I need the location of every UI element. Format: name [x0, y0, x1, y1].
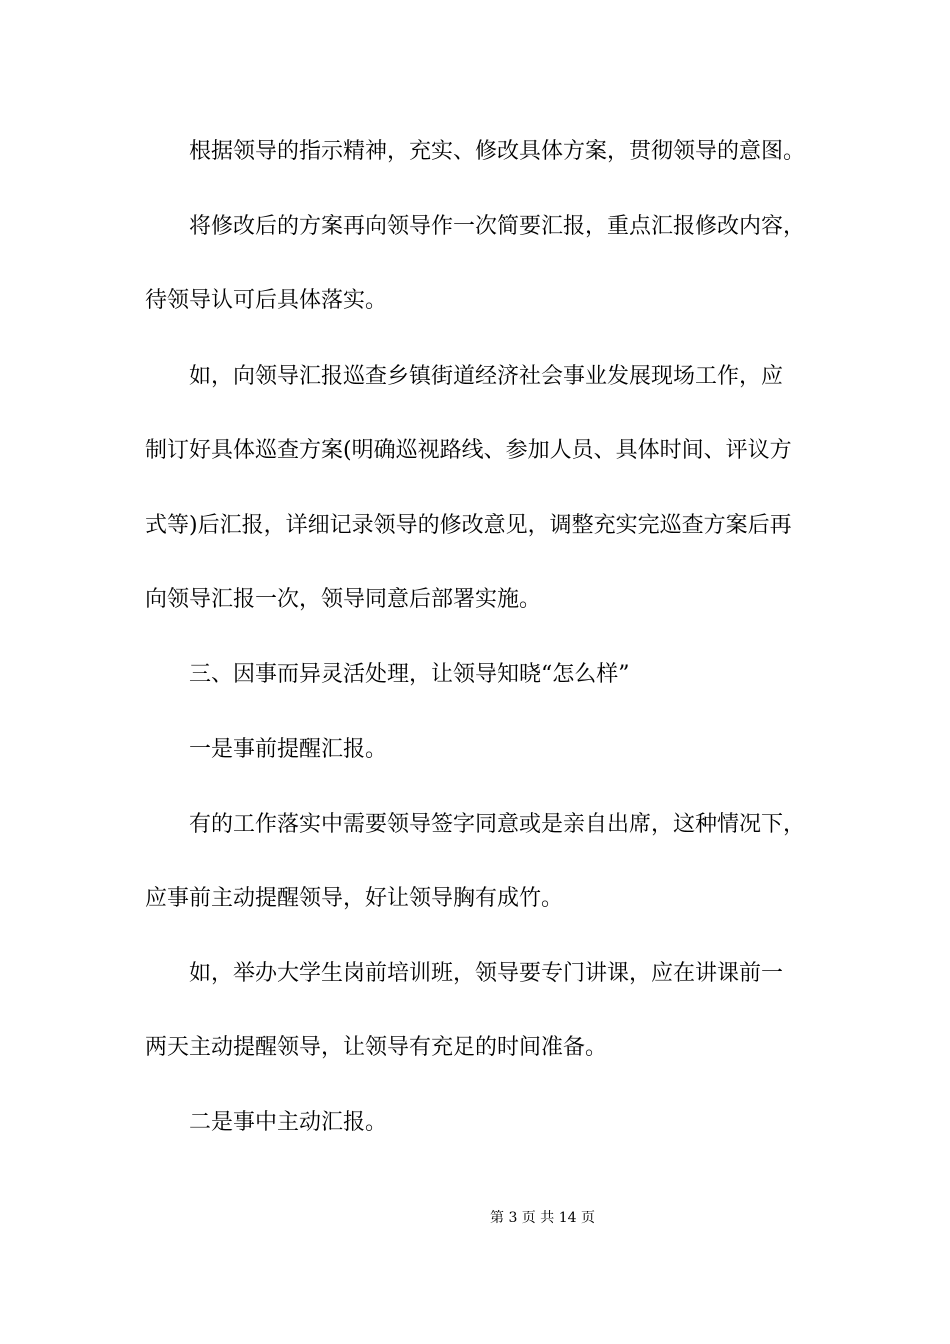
paragraph-line: 如，举办大学生岗前培训班，领导要专门讲课，应在讲课前一: [189, 961, 784, 986]
paragraph-line: 向领导汇报一次，领导同意后部署实施。: [145, 587, 542, 612]
paragraph-line: 式等)后汇报，详细记录领导的修改意见，调整充实完巡查方案后再: [145, 513, 792, 538]
paragraph-line: 将修改后的方案再向领导作一次简要汇报，重点汇报修改内容，: [189, 214, 806, 239]
paragraph-line: 待领导认可后具体落实。: [145, 288, 388, 313]
page-number-footer: 第 3 页 共 14 页: [490, 1210, 595, 1226]
paragraph-line: 应事前主动提醒领导，好让领导胸有成竹。: [145, 886, 564, 911]
paragraph-line: 两天主动提醒领导，让领导有充足的时间准备。: [145, 1035, 608, 1060]
section-heading: 三、因事而异灵活处理，让领导知晓“怎么样”: [189, 662, 630, 687]
paragraph-line: 如，向领导汇报巡查乡镇街道经济社会事业发展现场工作，应: [189, 364, 784, 389]
paragraph-line: 有的工作落实中需要领导签字同意或是亲自出席，这种情况下，: [189, 812, 806, 837]
subheading: 二是事中主动汇报。: [189, 1110, 388, 1135]
paragraph-line: 制订好具体巡查方案(明确巡视路线、参加人员、具体时间、评议方: [145, 438, 792, 463]
paragraph-line: 根据领导的指示精神，充实、修改具体方案，贯彻领导的意图。: [189, 139, 806, 164]
subheading: 一是事前提醒汇报。: [189, 737, 388, 762]
